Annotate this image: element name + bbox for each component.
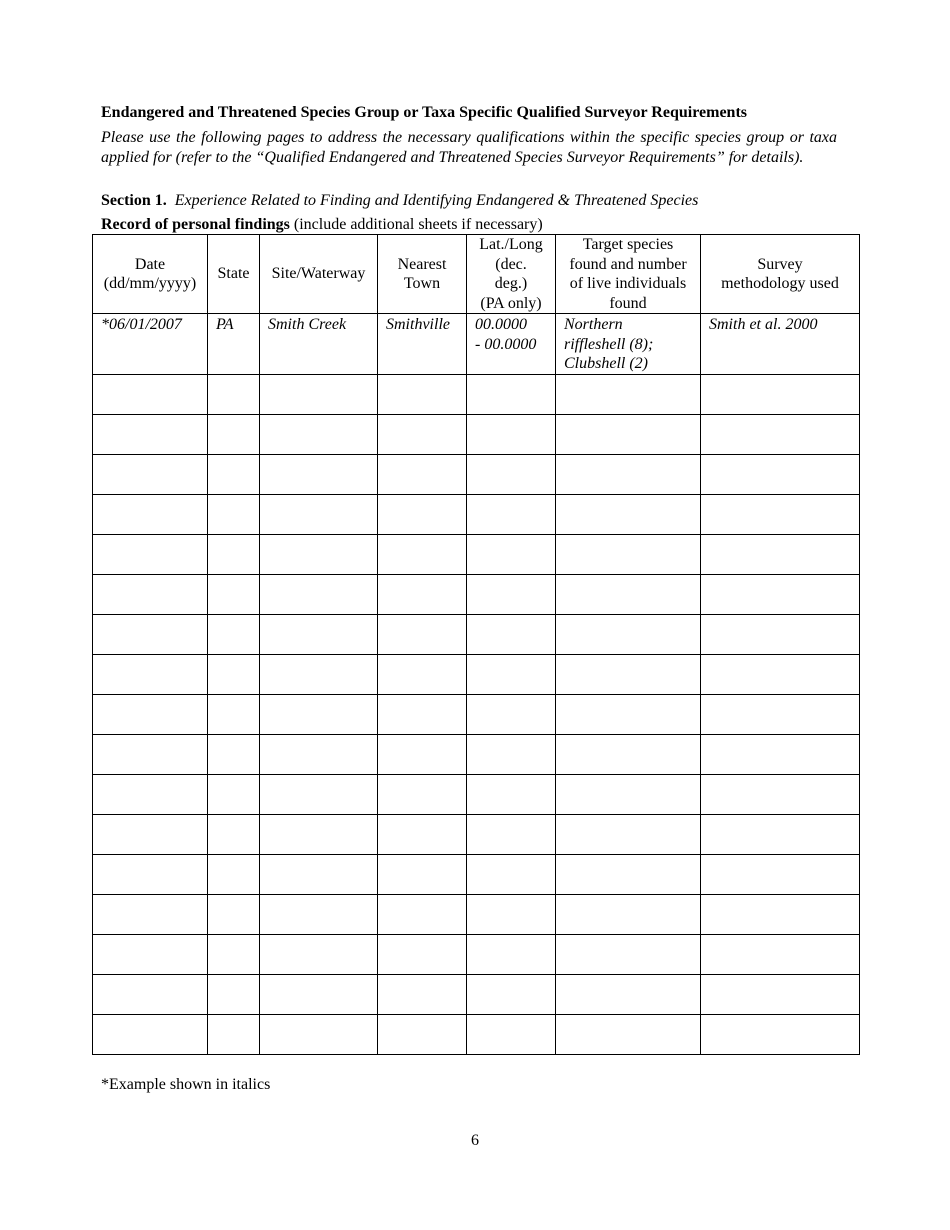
blank-cell-methodology <box>701 655 860 695</box>
blank-cell-state <box>208 375 260 415</box>
blank-cell-date <box>93 855 208 895</box>
blank-cell-site <box>260 535 378 575</box>
blank-cell-species <box>556 575 701 615</box>
blank-cell-town <box>378 535 467 575</box>
example-state <box>208 314 260 375</box>
blank-cell-methodology <box>701 575 860 615</box>
blank-cell-state <box>208 895 260 935</box>
blank-cell-date <box>93 975 208 1015</box>
blank-cell-town <box>378 375 467 415</box>
example-date <box>93 314 208 375</box>
header-target-species <box>556 235 701 314</box>
blank-cell-site <box>260 575 378 615</box>
blank-cell-town <box>378 735 467 775</box>
blank-cell-methodology <box>701 535 860 575</box>
blank-cell-date <box>93 895 208 935</box>
blank-cell-lat-long <box>467 415 556 455</box>
blank-cell-methodology <box>701 455 860 495</box>
table-row <box>93 615 860 655</box>
header-state <box>208 235 260 314</box>
page-title: Endangered and Threatened Species Group or Taxa Specific Qualified Surveyor Requirements <box>101 104 747 121</box>
table-row <box>93 495 860 535</box>
header-site-waterway-text: Site/Waterway <box>271 265 366 283</box>
footnote: *Example shown in italics <box>101 1076 271 1093</box>
blank-cell-state <box>208 415 260 455</box>
table-row <box>93 375 860 415</box>
header-nearest-town <box>378 235 467 314</box>
blank-cell-town <box>378 935 467 975</box>
blank-cell-species <box>556 935 701 975</box>
blank-cell-species <box>556 375 701 415</box>
table-row <box>93 535 860 575</box>
blank-cell-town <box>378 815 467 855</box>
blank-cell-state <box>208 495 260 535</box>
blank-cell-town <box>378 1015 467 1055</box>
record-note: (include additional sheets if necessary) <box>289 216 543 233</box>
blank-cell-methodology <box>701 375 860 415</box>
blank-cell-site <box>260 695 378 735</box>
blank-cell-lat-long <box>467 1015 556 1055</box>
blank-cell-lat-long <box>467 455 556 495</box>
header-lat-long-text: Lat./Long (dec. deg.) (PA only) <box>479 236 543 312</box>
table-row <box>93 455 860 495</box>
blank-cell-species <box>556 455 701 495</box>
table-row <box>93 575 860 615</box>
example-species-text: Northern riffleshell (8); Clubshell (2) <box>564 316 654 372</box>
blank-cell-lat-long <box>467 815 556 855</box>
blank-cell-date <box>93 935 208 975</box>
blank-cell-state <box>208 975 260 1015</box>
blank-cell-methodology <box>701 495 860 535</box>
blank-cell-lat-long <box>467 375 556 415</box>
blank-cell-town <box>378 775 467 815</box>
blank-cell-town <box>378 695 467 735</box>
example-state-text: PA <box>216 316 234 333</box>
blank-cell-species <box>556 895 701 935</box>
blank-cell-state <box>208 655 260 695</box>
blank-cell-species <box>556 735 701 775</box>
blank-cell-site <box>260 415 378 455</box>
table-row <box>93 895 860 935</box>
example-site <box>260 314 378 375</box>
blank-cell-methodology <box>701 1015 860 1055</box>
header-date <box>93 235 208 314</box>
blank-cell-town <box>378 895 467 935</box>
blank-cell-site <box>260 375 378 415</box>
blank-cell-state <box>208 575 260 615</box>
table-header-row <box>93 235 860 314</box>
blank-cell-date <box>93 535 208 575</box>
header-nearest-town-text: Nearest Town <box>397 255 447 292</box>
blank-cell-state <box>208 535 260 575</box>
table-row <box>93 975 860 1015</box>
blank-cell-species <box>556 615 701 655</box>
blank-cell-lat-long <box>467 535 556 575</box>
blank-cell-town <box>378 975 467 1015</box>
blank-cell-site <box>260 775 378 815</box>
section-label: Section 1. <box>101 192 167 209</box>
table-row <box>93 935 860 975</box>
blank-cell-state <box>208 855 260 895</box>
example-town <box>378 314 467 375</box>
table-row <box>93 655 860 695</box>
blank-cell-site <box>260 735 378 775</box>
page-number: 6 <box>471 1132 479 1149</box>
blank-cell-methodology <box>701 695 860 735</box>
blank-cell-site <box>260 1015 378 1055</box>
blank-cell-site <box>260 975 378 1015</box>
blank-cell-date <box>93 775 208 815</box>
blank-cell-state <box>208 695 260 735</box>
blank-cell-site <box>260 495 378 535</box>
header-lat-long <box>467 235 556 314</box>
example-species <box>556 314 701 375</box>
blank-cell-species <box>556 1015 701 1055</box>
example-methodology <box>701 314 860 375</box>
blank-cell-lat-long <box>467 575 556 615</box>
blank-cell-state <box>208 1015 260 1055</box>
blank-cell-lat-long <box>467 615 556 655</box>
table-row <box>93 735 860 775</box>
header-state-text: State <box>217 265 250 283</box>
blank-cell-date <box>93 455 208 495</box>
blank-cell-site <box>260 655 378 695</box>
blank-cell-methodology <box>701 975 860 1015</box>
blank-cell-methodology <box>701 815 860 855</box>
blank-cell-species <box>556 815 701 855</box>
example-lat-long <box>467 314 556 375</box>
blank-cell-date <box>93 655 208 695</box>
instructions-text: Please use the following pages to address the necessary qualifications within the specific species group or taxa applied for (refer to the “Qualified Endangered and Threatened Species Surveyor Requirements” for details). <box>101 129 837 166</box>
record-heading <box>101 215 543 234</box>
blank-cell-site <box>260 855 378 895</box>
table-row <box>93 775 860 815</box>
header-date-text: Date (dd/mm/yyyy) <box>103 255 197 292</box>
blank-cell-methodology <box>701 935 860 975</box>
example-lat-long-text: 00.0000 - 00.0000 <box>475 316 537 353</box>
blank-cell-methodology <box>701 895 860 935</box>
blank-cell-species <box>556 855 701 895</box>
blank-cell-town <box>378 415 467 455</box>
blank-cell-town <box>378 855 467 895</box>
blank-cell-methodology <box>701 735 860 775</box>
blank-cell-date <box>93 1015 208 1055</box>
blank-cell-species <box>556 695 701 735</box>
blank-cell-lat-long <box>467 775 556 815</box>
blank-cell-date <box>93 375 208 415</box>
section-heading <box>101 191 698 210</box>
example-site-text: Smith Creek <box>268 316 347 333</box>
blank-cell-methodology <box>701 415 860 455</box>
blank-cell-site <box>260 895 378 935</box>
table-row <box>93 695 860 735</box>
blank-cell-methodology <box>701 775 860 815</box>
findings-table <box>92 234 860 1055</box>
example-methodology-text: Smith et al. 2000 <box>709 316 818 333</box>
blank-cell-town <box>378 615 467 655</box>
blank-cell-state <box>208 455 260 495</box>
blank-cell-species <box>556 975 701 1015</box>
blank-cell-town <box>378 495 467 535</box>
blank-cell-lat-long <box>467 735 556 775</box>
blank-cell-town <box>378 455 467 495</box>
blank-cell-lat-long <box>467 855 556 895</box>
blank-cell-date <box>93 815 208 855</box>
blank-cell-date <box>93 695 208 735</box>
example-town-text: Smithville <box>386 316 450 333</box>
blank-cell-species <box>556 655 701 695</box>
blank-cell-species <box>556 495 701 535</box>
blank-cell-lat-long <box>467 975 556 1015</box>
table-row <box>93 855 860 895</box>
blank-cell-state <box>208 615 260 655</box>
blank-cell-state <box>208 775 260 815</box>
blank-cell-lat-long <box>467 495 556 535</box>
blank-cell-lat-long <box>467 895 556 935</box>
blank-cell-lat-long <box>467 695 556 735</box>
blank-cell-species <box>556 535 701 575</box>
blank-cell-methodology <box>701 615 860 655</box>
section-title: Experience Related to Finding and Identifying Endangered & Threatened Species <box>174 192 699 209</box>
blank-cell-species <box>556 415 701 455</box>
blank-cell-state <box>208 735 260 775</box>
header-survey-methodology-text: Survey methodology used <box>721 255 839 292</box>
header-survey-methodology <box>701 235 860 314</box>
blank-cell-lat-long <box>467 935 556 975</box>
blank-cell-date <box>93 575 208 615</box>
table-row <box>93 815 860 855</box>
blank-cell-state <box>208 815 260 855</box>
blank-cell-site <box>260 615 378 655</box>
header-site-waterway <box>260 235 378 314</box>
header-target-species-text: Target species found and number of live individuals found <box>569 236 687 312</box>
blank-cell-date <box>93 615 208 655</box>
blank-cell-site <box>260 935 378 975</box>
blank-cell-species <box>556 775 701 815</box>
table-row <box>93 415 860 455</box>
blank-cell-date <box>93 495 208 535</box>
example-date-text: *06/01/2007 <box>101 316 182 333</box>
blank-cell-lat-long <box>467 655 556 695</box>
blank-cell-town <box>378 655 467 695</box>
table-row <box>93 1015 860 1055</box>
blank-cell-town <box>378 575 467 615</box>
blank-cell-methodology <box>701 855 860 895</box>
blank-cell-state <box>208 935 260 975</box>
blank-cell-date <box>93 415 208 455</box>
blank-cell-site <box>260 455 378 495</box>
record-label: Record of personal findings <box>101 216 290 233</box>
blank-cell-site <box>260 815 378 855</box>
blank-cell-date <box>93 735 208 775</box>
example-row <box>93 314 860 375</box>
